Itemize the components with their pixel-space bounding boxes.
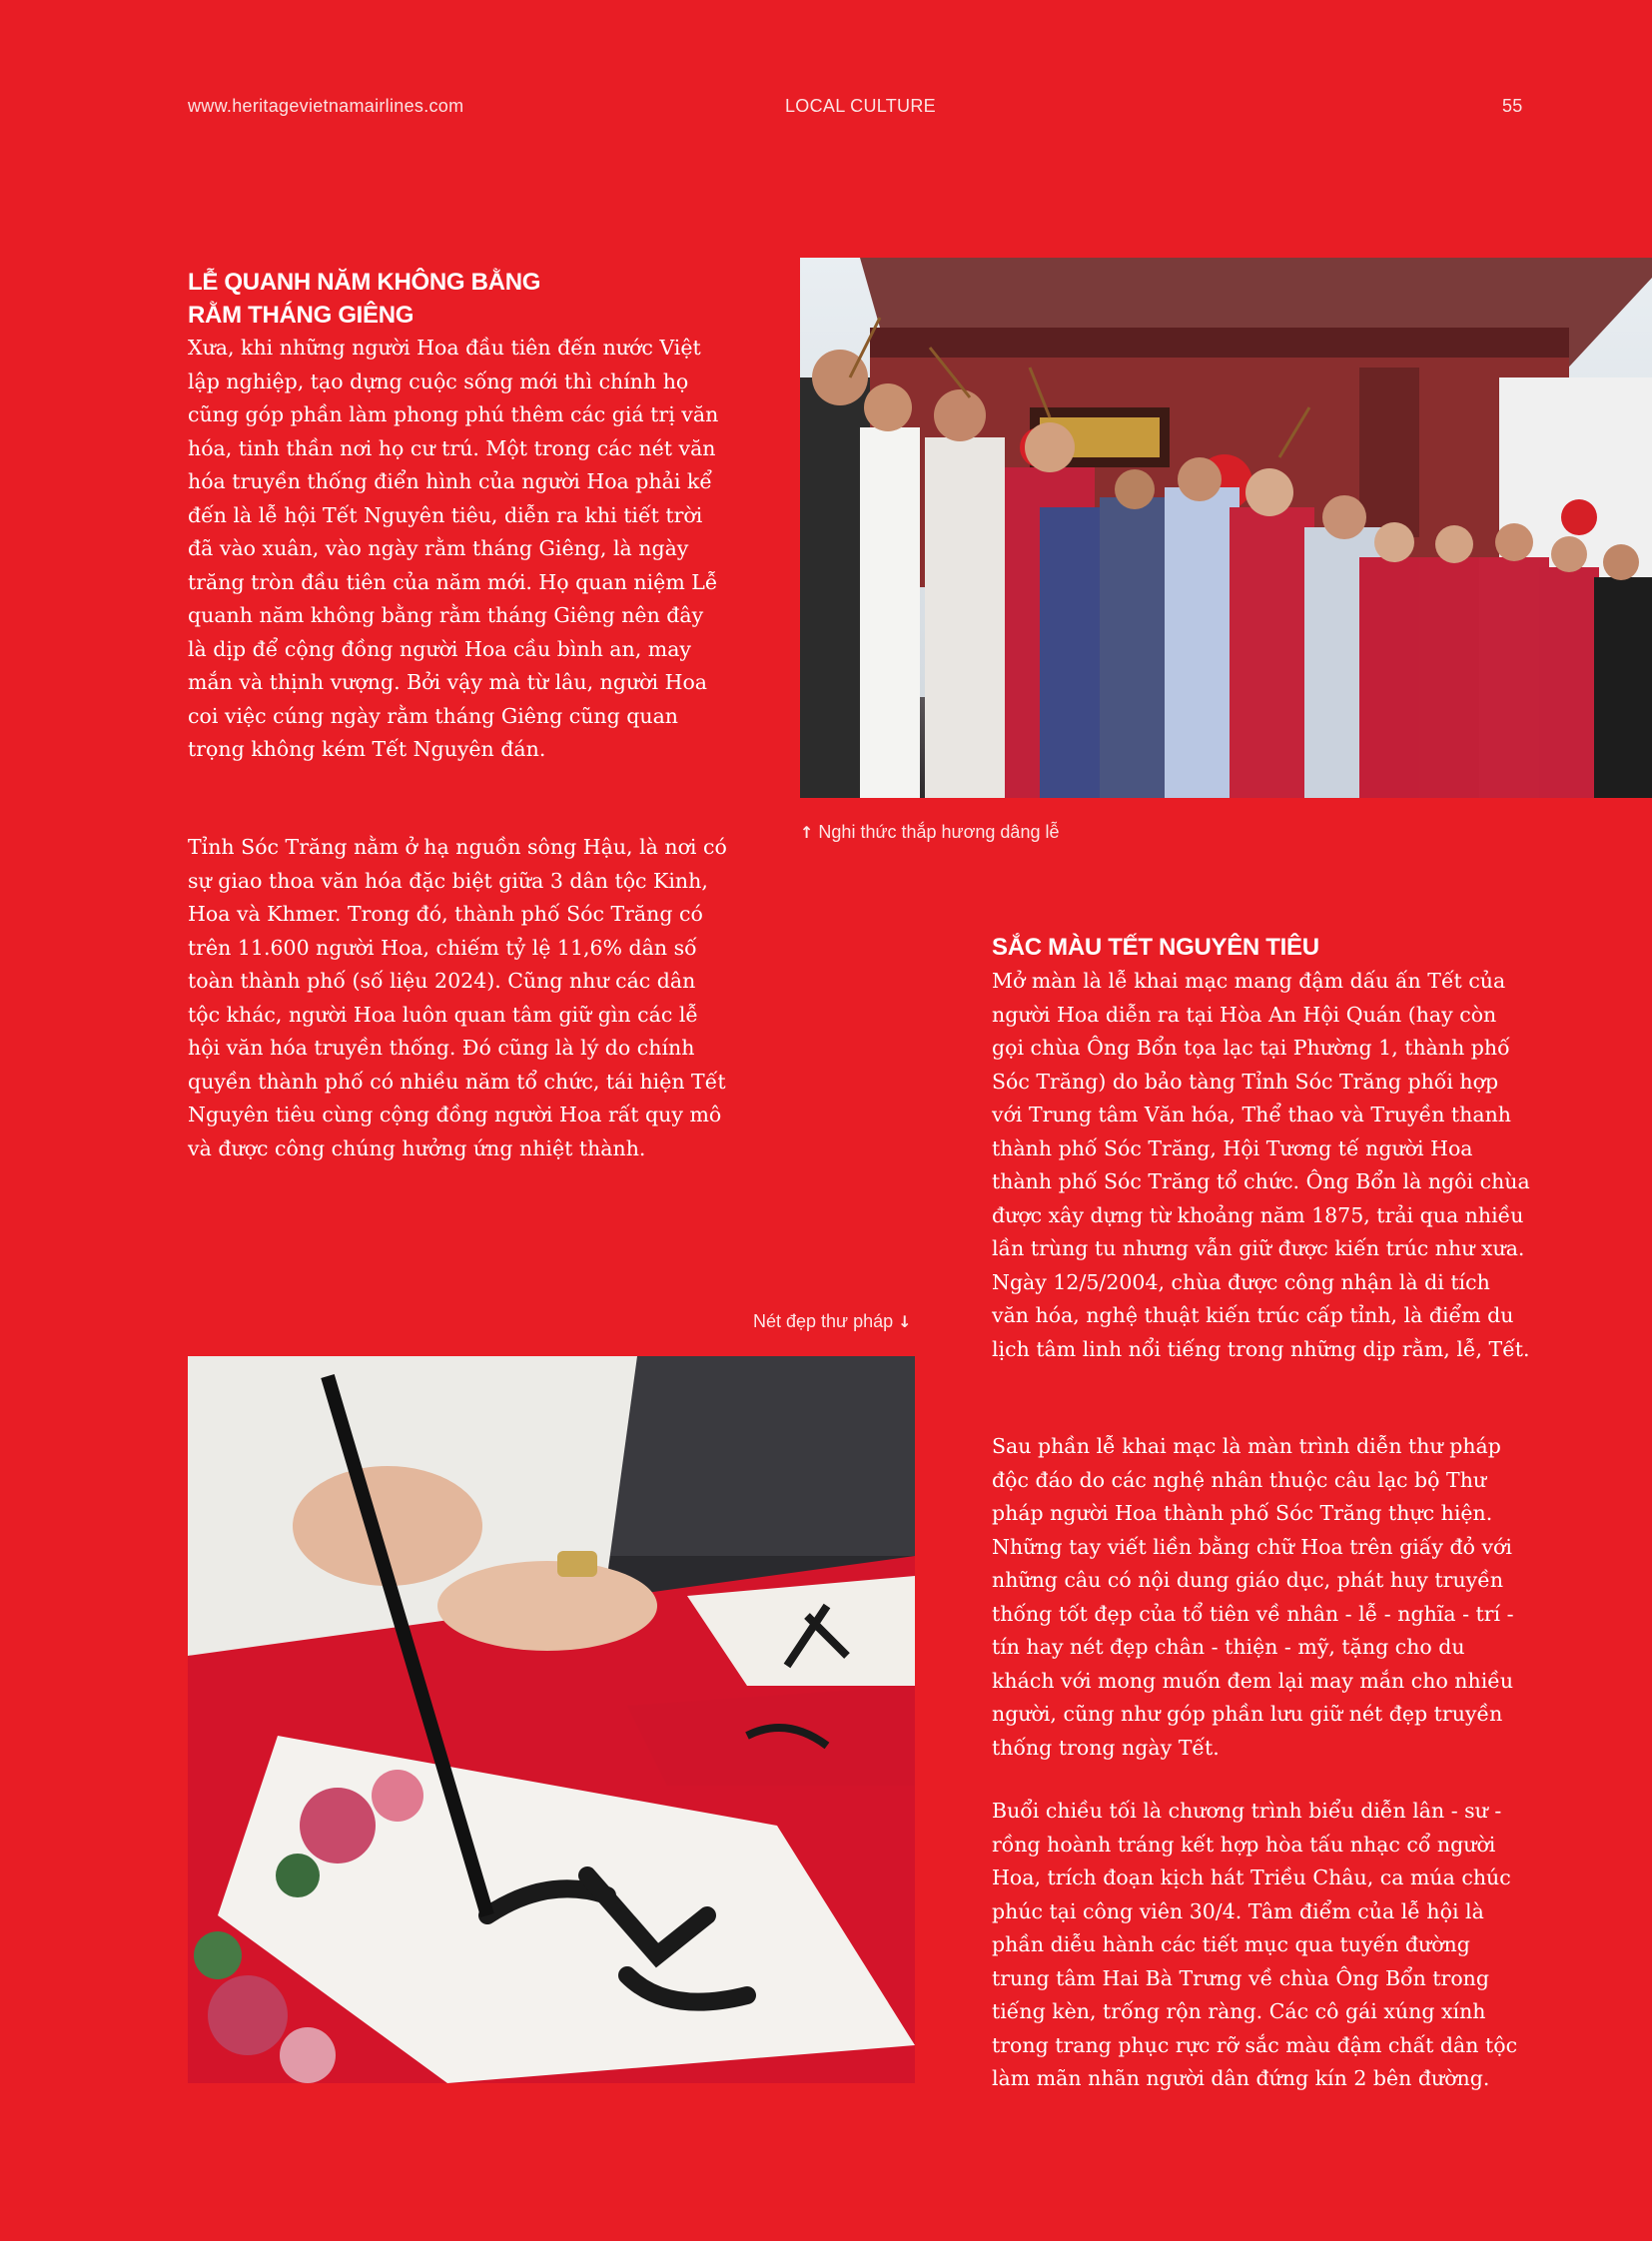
calligraphy-photo — [188, 1356, 915, 2083]
section1-paragraph2 — [188, 831, 727, 1165]
section2-paragraph3 — [992, 1795, 1531, 2096]
paragraph-text: Xưa, khi những người Hoa đầu tiên đến nước Việt lập nghiệp, tạo dựng cuộc sống mới thì chính họ cũng góp phần làm phong phú thêm các giá trị văn hóa, tinh thần nơi họ cư trú. Một trong các nét văn hóa truyền thống điển hình của người Hoa phải kể đến là lễ hội Tết Nguyên tiêu, diễn ra khi tiết trời đã vào xuân, vào ngày rằm tháng Giêng, là ngày trăng tròn đầu tiên của năm mới. Họ quan niệm Lễ quanh năm không bằng rằm tháng Giêng nên đây là dịp để cộng đồng người Hoa cầu bình an, may mắn và thịnh vượng. Bởi vậy mà từ lâu, người Hoa coi việc cúng ngày rằm tháng Giêng cũng quan trọng không kém Tết Nguyên đán. — [188, 336, 719, 761]
caption-text: Nghi thức thắp hương dâng lễ — [818, 822, 1060, 842]
paragraph-text: Sau phần lễ khai mạc là màn trình diễn thư pháp độc đáo do các nghệ nhân thuộc câu lạc bộ Thư pháp người Hoa thành phố Sóc Trăng thực hiện. Những tay viết liền bằng chữ Hoa trên giấy đỏ với những câu có nội dung giáo dục, phát huy truyền thống tốt đẹp của tổ tiên về nhân - lễ - nghĩa - trí - tín hay nét đẹp chân - thiện - mỹ, tặng cho du khách với mong muốn đem lại may mắn cho nhiều người, cũng như góp phần lưu giữ nét đẹp truyền thống trong ngày Tết. — [992, 1434, 1514, 1760]
section2-heading: SẮC MÀU TẾT NGUYÊN TIÊU — [992, 934, 1319, 961]
page-number: 55 — [1502, 96, 1523, 116]
section1-heading — [188, 266, 727, 332]
section-label: LOCAL CULTURE — [785, 96, 936, 116]
paragraph-text: Buổi chiều tối là chương trình biểu diễn lân - sư - rồng hoành tráng kết hợp hòa tấu nhạc cổ người Hoa, trích đoạn kịch hát Triều Châu, ca múa chúc phúc tại công viên 30/4. Tâm điểm của lễ hội là phần diễu hành các tiết mục qua tuyến đường trung tâm Hai Bà Trưng về chùa Ông Bổn trong tiếng kèn, trống rộn ràng. Các cô gái xúng xính trong trang phục rực rỡ sắc màu đậm chất dân tộc làm mãn nhãn người dân đứng kín 2 bên đường. — [992, 1799, 1518, 2090]
section1-heading-line1: LỄ QUANH NĂM KHÔNG BẰNG — [188, 269, 541, 296]
temple-crowd-illustration — [800, 258, 1652, 798]
website-url: www.heritagevietnamairlines.com — [188, 96, 464, 116]
paragraph-text: Mở màn là lễ khai mạc mang đậm dấu ấn Tết của người Hoa diễn ra tại Hòa An Hội Quán (hay còn gọi chùa Ông Bổn tọa lạc tại Phường 1, thành phố Sóc Trăng) do bảo tàng Tỉnh Sóc Trăng phối hợp với Trung tâm Văn hóa, Thể thao và Truyền thanh thành phố Sóc Trăng, Hội Tương tế người Hoa thành phố Sóc Trăng tổ chức. Ông Bổn là ngôi chùa được xây dựng từ khoảng năm 1875, trải qua nhiều lần trùng tu nhưng vẫn giữ được kiến trúc như xưa. Ngày 12/5/2004, chùa được công nhận là di tích văn hóa, nghệ thuật kiến trúc cấp tỉnh, là điểm du lịch tâm linh nổi tiếng trong những dịp rằm, lễ, Tết. — [992, 969, 1530, 1361]
incense-ceremony-photo — [800, 258, 1652, 798]
incense-ceremony-caption — [800, 822, 1059, 843]
arrow-up-icon: ↑ — [800, 823, 814, 842]
section1-heading-line2: RẰM THÁNG GIÊNG — [188, 302, 414, 329]
paragraph-text: Tỉnh Sóc Trăng nằm ở hạ nguồn sông Hậu, là nơi có sự giao thoa văn hóa đặc biệt giữa 3 dân tộc Kinh, Hoa và Khmer. Trong đó, thành phố Sóc Trăng có trên 11.600 người Hoa, chiếm tỷ lệ 11,6% dân số toàn thành phố (số liệu 2024). Cũng như các dân tộc khác, người Hoa luôn quan tâm giữ gìn các lễ hội văn hóa truyền thống. Đó cũng là lý do chính quyền thành phố có nhiều năm tổ chức, tái hiện Tết Nguyên tiêu cùng cộng đồng người Hoa rất quy mô và được công chúng hưởng ứng nhiệt thành. — [188, 835, 727, 1160]
caption-text: Nét đẹp thư pháp — [753, 1311, 894, 1331]
calligraphy-caption — [753, 1311, 912, 1332]
section1-paragraph1 — [188, 332, 727, 767]
calligraphy-illustration — [188, 1356, 915, 2083]
section2-paragraph1 — [992, 965, 1531, 1366]
section2-paragraph2 — [992, 1430, 1531, 1765]
arrow-down-icon: ↓ — [898, 1312, 912, 1331]
